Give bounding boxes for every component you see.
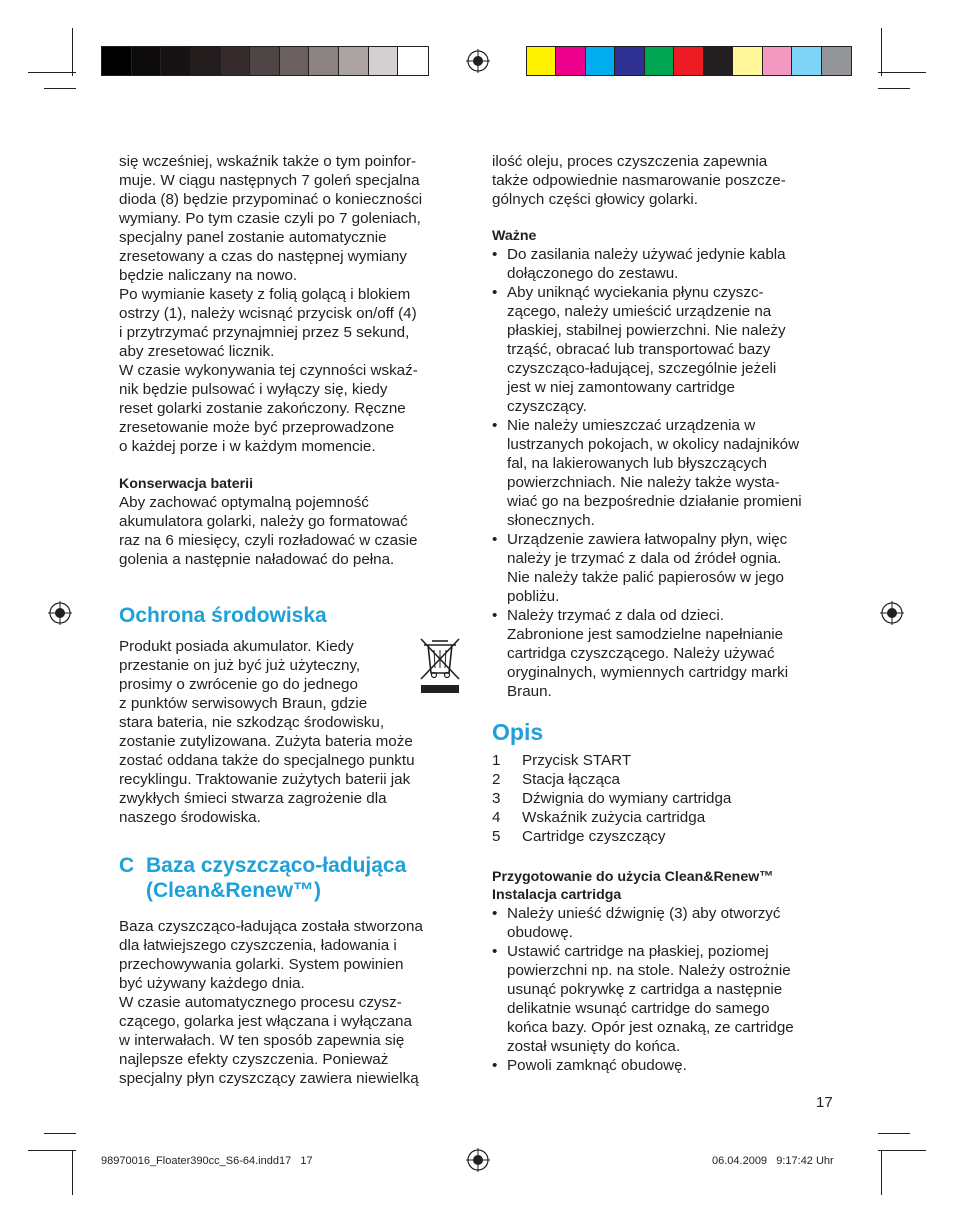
color-swatch — [280, 47, 310, 75]
battery-paragraph — [119, 493, 469, 569]
color-swatch — [674, 47, 703, 75]
text-line: dołączonego do zestawu. — [507, 265, 679, 282]
bullet-item — [492, 283, 842, 416]
part-label: Dźwignia do wymiany cartridga — [522, 790, 732, 807]
text-line: będzie naliczany na nowo. — [119, 267, 298, 284]
text-line: Produkt posiada akumulator. Kiedy — [119, 638, 354, 655]
text-line: ilość oleju, proces czyszczenia zapewnia — [492, 153, 768, 170]
text-line: W czasie automatycznego procesu czysz- — [119, 994, 402, 1011]
text-line: czącego, golarka jest włączana i wyłączana — [119, 1013, 412, 1030]
text-line: dla łatwiejszego czyszczenia, ładowania i — [119, 937, 397, 954]
text-line: Braun. — [507, 683, 552, 700]
text-line: płaskiej, stabilnej powierzchni. Nie należy — [507, 322, 786, 339]
environment-paragraph-top — [119, 637, 469, 713]
color-swatch — [792, 47, 821, 75]
text-line: powierzchniach. Nie należy także wysta- — [507, 474, 780, 491]
text-line: naszego środowiska. — [119, 809, 261, 826]
parts-list-item — [492, 808, 842, 827]
text-line: się wcześniej, wskaźnik także o tym poinfor- — [119, 153, 417, 170]
text-line: • Należy unieść dźwignię (3) aby otworzyć — [507, 905, 781, 922]
text-line: czyszczący. — [507, 398, 587, 415]
text-line: aby zresetować licznik. — [119, 343, 275, 360]
text-line: cartridga czyszczącego. Należy używać — [507, 645, 775, 662]
crossed-out-bin-icon — [419, 637, 461, 695]
color-swatch — [191, 47, 221, 75]
text-line: stara bateria, nie szkodząc środowisku, — [119, 714, 385, 731]
text-line: z punktów serwisowych Braun, gdzie — [119, 695, 368, 712]
parts-list-item — [492, 751, 842, 770]
text-line: • Nie należy umieszczać urządzenia w — [507, 417, 756, 434]
text-line: muje. W ciągu następnych 7 goleń specjalna — [119, 172, 420, 189]
registration-mark-icon — [880, 601, 904, 625]
part-label: Stacja łącząca — [522, 771, 620, 788]
text-line: ostrzy (1), należy wcisnąć przycisk on/off (4) — [119, 305, 417, 322]
text-line: akumulatora golarki, należy go formatować — [119, 513, 408, 530]
bullet-item — [492, 245, 842, 283]
text-line: nik będzie pulsować i wyłączy się, kiedy — [119, 381, 388, 398]
text-line: Zabronione jest samodzielne napełnianie — [507, 626, 784, 643]
color-swatch — [102, 47, 132, 75]
text-line: o każdej porze i w każdym momencie. — [119, 438, 376, 455]
text-line: czyszcząco-ładującej, szczególnie jeżeli — [507, 360, 777, 377]
text-line: pobliżu. — [507, 588, 560, 605]
text-line: przestanie on już być już użyteczny, — [119, 657, 361, 674]
color-swatch — [527, 47, 556, 75]
text-line: zostanie zutylizowana. Zużyta bateria może — [119, 733, 413, 750]
text-line: obudowę. — [507, 924, 573, 941]
part-label: Cartridge czyszczący — [522, 828, 666, 845]
text-line: powierzchni np. na stole. Należy ostrożnie — [507, 962, 791, 979]
important-heading: Ważne — [492, 228, 537, 244]
part-number: 4 — [492, 809, 501, 826]
section-c-paragraph — [119, 917, 469, 1088]
text-line: gólnych części głowicy golarki. — [492, 191, 698, 208]
text-line: trząść, obracać lub transportować bazy — [507, 341, 771, 358]
part-number: 3 — [492, 790, 501, 807]
part-number: 5 — [492, 828, 501, 845]
color-swatch — [369, 47, 399, 75]
color-swatch — [822, 47, 851, 75]
section-c-letter: C — [119, 854, 135, 877]
text-line: Po wymianie kasety z folią golącą i blokiem — [119, 286, 411, 303]
part-number: 1 — [492, 752, 501, 769]
bullet-item — [492, 416, 842, 530]
text-line: w interwałach. W ten sposób zapewnia się — [119, 1032, 405, 1049]
color-swatch — [221, 47, 251, 75]
process-color-bar — [526, 46, 852, 76]
right-column — [492, 152, 842, 1075]
text-line: końca bazy. Opór jest oznaką, ze cartridge — [507, 1019, 794, 1036]
parts-list-item — [492, 789, 842, 808]
color-swatch — [763, 47, 792, 75]
color-swatch — [586, 47, 615, 75]
text-line: usunąć pokrywkę z cartridga a następnie — [507, 981, 783, 998]
description-heading: Opis — [492, 719, 544, 745]
parts-list-item — [492, 827, 842, 846]
battery-heading: Konserwacja baterii — [119, 476, 254, 492]
bullet-item — [492, 1056, 842, 1075]
color-swatch — [339, 47, 369, 75]
text-line: specjalny panel zostanie automatycznie — [119, 229, 387, 246]
color-swatch — [645, 47, 674, 75]
color-swatch — [132, 47, 162, 75]
page-number: 17 — [816, 1094, 833, 1111]
cartridge-install-heading: Instalacja cartridga — [492, 887, 622, 903]
section-c-title-line-1: Baza czyszcząco-ładująca — [146, 854, 407, 877]
text-line: wymiany. Po tym czasie czyli po 7 goleniach, — [119, 210, 421, 227]
preparation-heading: Przygotowanie do użycia Clean&Renew™ — [492, 869, 774, 885]
text-line: oryginalnych, wymiennych cartridgy marki — [507, 664, 789, 681]
text-line: Aby zachować optymalną pojemność — [119, 494, 369, 511]
text-line: reset golarki zostanie zakończony. Ręczne — [119, 400, 406, 417]
color-swatch — [556, 47, 585, 75]
footer-timestamp: 06.04.2009 9:17:42 Uhr — [712, 1155, 834, 1167]
text-line: zostać oddana także do specjalnego punktu — [119, 752, 415, 769]
text-line: zącego, należy umieścić urządzenie na — [507, 303, 772, 320]
text-line: prosimy o zwrócenie go do jednego — [119, 676, 358, 693]
section-c-heading — [119, 853, 469, 903]
environment-heading: Ochrona środowiska — [119, 604, 327, 627]
text-line: przechowywania golarki. System powinien — [119, 956, 404, 973]
text-line: został wsunięty do końca. — [507, 1038, 681, 1055]
part-label: Wskaźnik zużycia cartridga — [522, 809, 706, 826]
important-bullet-list — [492, 245, 842, 701]
text-line: zwykłych śmieci stwarza zagrożenie dla — [119, 790, 387, 807]
bullet-item — [492, 904, 842, 942]
text-line: i przytrzymać przynajmniej przez 5 sekund, — [119, 324, 410, 341]
left-column — [119, 152, 469, 1088]
registration-mark-icon — [466, 1148, 490, 1172]
text-line: należy je trzymać z dala od źródeł ognia. — [507, 550, 782, 567]
parts-list-item — [492, 770, 842, 789]
color-swatch — [704, 47, 733, 75]
grayscale-color-bar — [101, 46, 429, 76]
intro-paragraph — [119, 152, 469, 456]
text-line: raz na 6 miesięcy, czyli rozładować w czasie — [119, 532, 418, 549]
text-line: fal, na lakierowanych lub błyszczących — [507, 455, 767, 472]
color-swatch — [309, 47, 339, 75]
text-line: Nie należy także palić papierosów w jego — [507, 569, 784, 586]
registration-mark-icon — [48, 601, 72, 625]
parts-list — [492, 751, 842, 846]
text-line: golenia a następnie naładować do pełna. — [119, 551, 395, 568]
section-c-title-line-2: (Clean&Renew™) — [146, 879, 322, 902]
bullet-item — [492, 530, 842, 606]
text-line: • Urządzenie zawiera łatwopalny płyn, więc — [507, 531, 788, 548]
part-number: 2 — [492, 771, 501, 788]
registration-mark-icon — [466, 49, 490, 73]
bullet-item — [492, 606, 842, 701]
text-line: także odpowiednie nasmarowanie poszcze- — [492, 172, 786, 189]
text-line: słonecznych. — [507, 512, 595, 529]
text-line: lustrzanych pokojach, w okolicy nadajników — [507, 436, 800, 453]
preparation-bullet-list — [492, 904, 842, 1075]
bullet-item — [492, 942, 842, 1056]
color-swatch — [398, 47, 428, 75]
text-line: specjalny płyn czyszczący zawiera niewielką — [119, 1070, 419, 1087]
part-label: Przycisk START — [522, 752, 632, 769]
text-line: być używany każdego dnia. — [119, 975, 305, 992]
footer-file-info: 98970016_Floater390cc_S6-64.indd17 17 — [101, 1155, 313, 1167]
text-line: recyklingu. Traktowanie zużytych baterii jak — [119, 771, 411, 788]
text-line: dioda (8) będzie przypominać o konieczności — [119, 191, 423, 208]
text-line: W czasie wykonywania tej czynności wskaź- — [119, 362, 418, 379]
color-swatch — [615, 47, 644, 75]
text-line: • Powoli zamknąć obudowę. — [507, 1057, 687, 1074]
color-swatch — [733, 47, 762, 75]
text-line: jest w niej zamontowany cartridge — [507, 379, 735, 396]
environment-paragraph-bottom — [119, 713, 469, 827]
text-line: Baza czyszcząco-ładująca została stworzona — [119, 918, 423, 935]
text-line: • Aby uniknąć wyciekania płynu czyszc- — [507, 284, 764, 301]
text-line: wiać go na bezpośrednie działanie promieni — [507, 493, 802, 510]
text-line: • Ustawić cartridge na płaskiej, poziomej — [507, 943, 769, 960]
color-swatch — [161, 47, 191, 75]
text-line: • Do zasilania należy używać jedynie kabla — [507, 246, 786, 263]
color-swatch — [250, 47, 280, 75]
text-line: delikatnie wsunąć cartridge do samego — [507, 1000, 770, 1017]
text-line: • Należy trzymać z dala od dzieci. — [507, 607, 724, 624]
text-line: najlepsze efekty czyszczenia. Ponieważ — [119, 1051, 389, 1068]
oil-paragraph — [492, 152, 842, 209]
text-line: zresetowanie może być przeprowadzone — [119, 419, 395, 436]
text-line: zresetowany a czas do następnej wymiany — [119, 248, 407, 265]
